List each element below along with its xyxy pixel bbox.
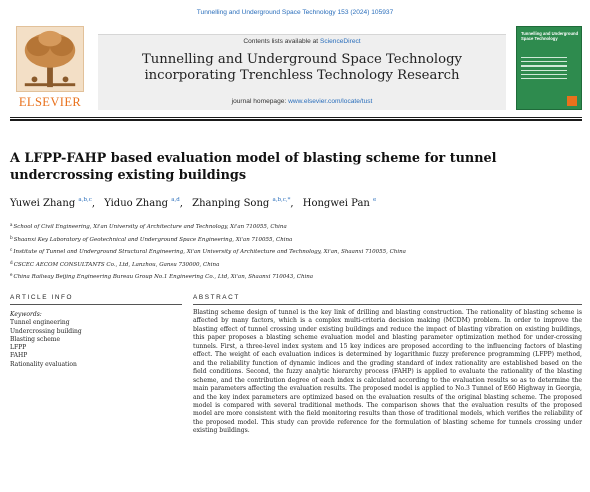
author-name[interactable]: Hongwei Pan [302, 198, 370, 209]
affiliation-item: $^c$Institute of Tunnel and Underground Structural Engineering, Xi'an University of Architecture and Technology, Xi'an, Shaanxi 710055, China [10, 247, 406, 255]
author-name[interactable]: Zhanping Song [192, 198, 270, 209]
keyword-item: Rationality evaluation [10, 360, 77, 368]
journal-masthead [10, 22, 582, 114]
contents-line [98, 38, 506, 45]
journal-homepage-link[interactable]: www.elsevier.com/locate/tust [288, 98, 373, 105]
author-affiliation-mark[interactable]: a,b,c,* [272, 197, 291, 203]
journal-title-line-1: Tunnelling and Underground Space Technology [142, 52, 462, 67]
elsevier-tree-icon [16, 26, 84, 92]
cover-title: Tunnelling and Underground Space Technology [521, 31, 579, 41]
keyword-item: Undercrossing building [10, 327, 82, 335]
author-name[interactable]: Yiduo Zhang [104, 198, 169, 209]
affiliation-item: $^d$CSCEC AECOM CONSULTANTS Co., Ltd, Lanzhou, Gansu 730000, China [10, 259, 220, 268]
masthead-divider-thick [10, 119, 582, 121]
keyword-item: Blasting scheme [10, 335, 61, 343]
journal-cover-image[interactable] [516, 26, 582, 110]
cover-elsevier-icon [567, 96, 577, 106]
affiliation-list [10, 220, 570, 283]
contents-prefix: Contents lists available at [243, 38, 320, 45]
journal-title-line-2: incorporating Trenchless Technology Research [144, 68, 460, 83]
homepage-prefix: journal homepage: [231, 98, 289, 105]
publisher-name: ELSEVIER [18, 95, 82, 109]
keyword-item: FAHP [10, 352, 28, 360]
elsevier-logo[interactable] [10, 22, 90, 114]
author-affiliation-mark[interactable]: a,b,c [78, 197, 92, 203]
keywords-label: Keywords: [10, 311, 42, 318]
homepage-line [98, 98, 506, 105]
author-affiliation-mark[interactable]: a,d [171, 197, 180, 203]
affiliation-item: $^b$Shaanxi Key Laboratory of Geotechnical and Underground Space Engineering, Xi'an 710055, China [10, 234, 293, 243]
journal-title[interactable] [98, 52, 506, 84]
abstract-divider [193, 304, 582, 305]
article-title: A LFPP-FAHP based evaluation model of blasting scheme for tunnel undercrossing existing buildings [10, 151, 497, 183]
author-affiliation-mark[interactable]: e [373, 197, 377, 203]
sciencedirect-link[interactable]: ScienceDirect [319, 38, 361, 45]
affiliation-item: $^e$China Railway Beijing Engineering Bureau Group No.1 Engineering Co., Ltd, Xi'an, Shaanxi 710043, China [10, 272, 314, 280]
journal-title-box [98, 34, 506, 110]
abstract-heading: ABSTRACT [193, 294, 240, 301]
author-name[interactable]: Yuwei Zhang [10, 198, 76, 209]
abstract-body: Blasting scheme design of tunnel is the key link of drilling and blasting construction. The rationality of blasting scheme is affected by many factors, which is a complex multi-criteria decision making (MCDM) problem. In order to improve the blasting effect of tunnel crossing under existing buildings and reduce the impact of blasting vibration on existing buildings, this paper proposes a blasting scheme evaluation model and blasting parameter optimization method for under-crossing tunnels. First, a three-level index system and 15 key indices are proposed according to the influencing factors of blasting effect. The weight of each evaluation indices is determined by logarithmic fuzzy preference programming (LFPP) method, and the reliability function of dynamic indices and the grading standard of index rationality are established based on the field conditions. Second, the fuzzy analytic hierarchy process (FAHP) is applied to evaluate the rationality of the blasting scheme, and the contribution degree of each index is calculated according to the evaluation results so as to determine the main parameters affecting the evaluation results. The proposed model is applied to No.3 Tunnel of E60 Highway in Georgia, and the key index parameters are optimized based on the evaluation results of the original blasting scheme. The proposed model is compared with several traditional methods. The comparison shows that the evaluation results of the proposed model are more consistent with the field monitoring results than those of traditional models, which verifies the reliability of the proposed model. This study can provide reference for the formulation of blasting scheme for tunnels crossing under existing buildings. [193, 309, 582, 435]
keyword-item: LFPP [10, 344, 27, 352]
article-info-divider [10, 304, 182, 305]
affiliation-item: $^a$School of Civil Engineering, Xi'an University of Architecture and Technology, Xi'an 710055, China [10, 222, 287, 230]
keyword-item: Tunnel engineering [10, 319, 70, 327]
article-info-heading: ARTICLE INFO [10, 294, 74, 301]
cover-decoration [521, 57, 579, 82]
keywords-block [10, 311, 180, 369]
journal-citation[interactable]: Tunnelling and Underground Space Technology 153 (2024) 105937 [196, 9, 394, 16]
masthead-divider-thin [10, 117, 582, 118]
author-list: Yuwei Zhang $^{a,b,c}$, Yiduo Zhang $^{a,d}$, Zhanping Song $^{a,b,c,*}$, Hongwei Pan $^e$ [10, 197, 377, 209]
